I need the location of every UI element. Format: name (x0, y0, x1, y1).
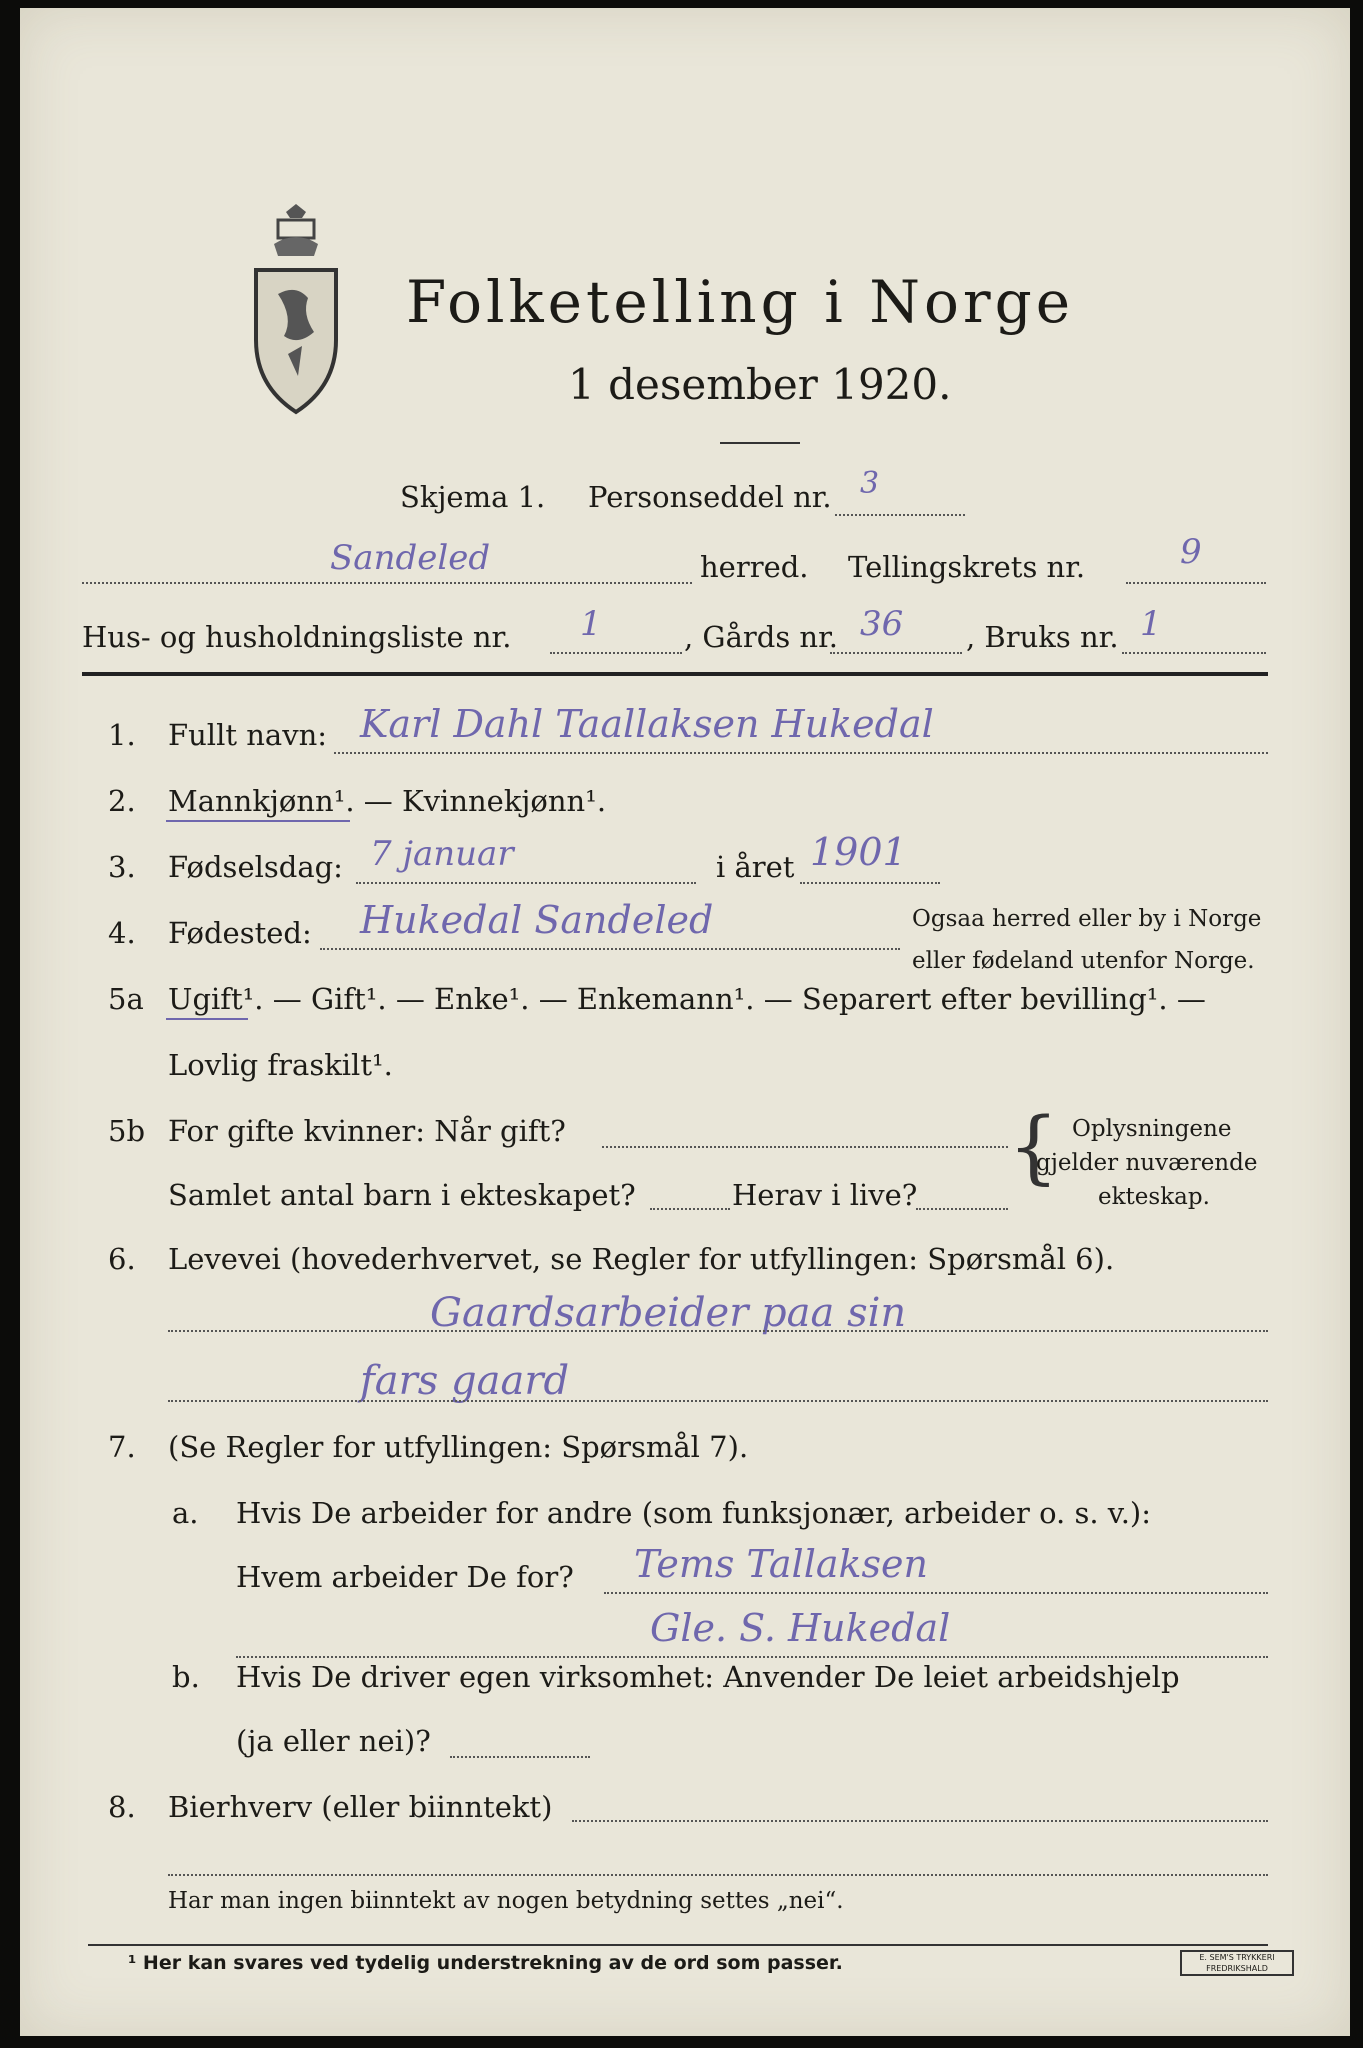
q7-label: (Se Regler for utfyllingen: Spørsmål 7). (168, 1430, 749, 1464)
q7b-number: b. (172, 1660, 200, 1694)
footer-note: Har man ingen biinntekt av nogen betydning settes „nei“. (168, 1888, 844, 1914)
q8-line1 (572, 1820, 1268, 1822)
q6-occupation-line2[interactable]: fars gaard (360, 1358, 570, 1404)
q3-year-label: i året (716, 850, 795, 884)
q5a-number: 5a (108, 982, 144, 1016)
tellingskrets-line (1126, 582, 1266, 584)
q5b-brace: { (1008, 1100, 1059, 1193)
printer-stamp: E. SEM'S TRYKKERI FREDRIKSHALD (1180, 1950, 1294, 1976)
bruks-line (1122, 652, 1266, 654)
q3-line (356, 882, 696, 884)
q5b-children-label: Samlet antal barn i ekteskapet? (168, 1178, 636, 1212)
q8-line2 (168, 1874, 1268, 1876)
footnote: ¹ Her kan svares ved tydelig understrekning av de ord som passer. (128, 1952, 843, 1974)
q7a-employer-value1[interactable]: Tems Tallaksen (634, 1542, 928, 1586)
footer-divider (88, 1944, 1268, 1946)
q5a-underline-ugift (166, 1018, 248, 1020)
form-title: Folketelling i Norge (406, 268, 1075, 336)
q7a-number: a. (172, 1496, 199, 1530)
q2-number: 2. (108, 784, 136, 818)
bruks-value[interactable]: 1 (1140, 604, 1162, 644)
q5b-note-line1: Oplysningene (1072, 1116, 1232, 1142)
gards-label: , Gårds nr. (684, 620, 838, 654)
header-separator (82, 672, 1268, 676)
q4-birthplace-value[interactable]: Hukedal Sandeled (360, 898, 714, 942)
census-form-page (20, 8, 1350, 2036)
q7a-employer-line1 (604, 1592, 1268, 1594)
q5a-label: Ugift¹. — Gift¹. — Enke¹. — Enkemann¹. — Separert efter bevilling¹. — (168, 982, 1206, 1016)
gards-value[interactable]: 36 (860, 604, 904, 644)
q8-number: 8. (108, 1790, 136, 1824)
personseddel-value[interactable]: 3 (860, 466, 880, 501)
q2-underline-mannkjonn (166, 820, 350, 822)
herred-label: herred. (700, 550, 809, 584)
q8-label: Bierhverv (eller biinntekt) (168, 1790, 553, 1824)
q7b-line (450, 1756, 590, 1758)
q6-label: Levevei (hovederhvervet, se Regler for utfyllingen: Spørsmål 6). (168, 1242, 1115, 1276)
q7b-label: Hvis De driver egen virksomhet: Anvender De leiet arbeidshjelp (236, 1660, 1180, 1694)
husholdningsliste-line (550, 652, 682, 654)
personseddel-label: Personseddel nr. (588, 480, 832, 514)
q4-line (320, 948, 900, 950)
q1-full-name[interactable]: Karl Dahl Taallaksen Hukedal (360, 702, 934, 746)
tellingskrets-label: Tellingskrets nr. (848, 550, 1086, 584)
q5b-label: For gifte kvinner: Når gift? (168, 1114, 566, 1148)
q4-label: Fødested: (168, 916, 312, 950)
q7a-employer-value2[interactable]: Gle. S. Hukedal (650, 1606, 951, 1650)
q5b-married-line (602, 1146, 1008, 1148)
skjema-label: Skjema 1. (400, 480, 546, 514)
herred-line (82, 582, 692, 584)
q7a-employer-label: Hvem arbeider De for? (236, 1560, 574, 1594)
q5b-alive-label: Herav i live? (732, 1178, 918, 1212)
q7-number: 7. (108, 1430, 136, 1464)
coat-of-arms-icon (248, 204, 344, 416)
q3-number: 3. (108, 850, 136, 884)
q1-line (334, 752, 1268, 754)
census-date: 1 desember 1920. (568, 360, 952, 409)
q6-line1 (168, 1330, 1268, 1332)
q6-number: 6. (108, 1242, 136, 1276)
q1-number: 1. (108, 718, 136, 752)
q3-birthday-value[interactable]: 7 januar (370, 834, 514, 874)
q6-occupation-line1[interactable]: Gaardsarbeider paa sin (430, 1290, 907, 1336)
bruks-label: , Bruks nr. (966, 620, 1119, 654)
q5b-note-line3: ekteskap. (1098, 1184, 1210, 1210)
tellingskrets-value[interactable]: 9 (1180, 532, 1202, 572)
q3-year-line (800, 882, 940, 884)
q4-number: 4. (108, 916, 136, 950)
title-divider (720, 442, 800, 444)
personseddel-line (835, 514, 965, 516)
q6-line2 (168, 1400, 1268, 1402)
q7a-employer-line2 (236, 1656, 1268, 1658)
q5a-label2: Lovlig fraskilt¹. (168, 1048, 393, 1082)
q5b-children-line (650, 1208, 730, 1210)
q3-label: Fødselsdag: (168, 850, 343, 884)
q5b-alive-line (916, 1208, 1008, 1210)
gards-line (830, 652, 962, 654)
q7a-label: Hvis De arbeider for andre (som funksjonær, arbeider o. s. v.): (236, 1496, 1152, 1530)
q3-year-value[interactable]: 1901 (810, 830, 907, 874)
q4-note-line1: Ogsaa herred eller by i Norge (912, 906, 1262, 932)
q5b-number: 5b (108, 1114, 146, 1148)
q2-label: Mannkjønn¹. — Kvinnekjønn¹. (168, 784, 607, 818)
herred-value[interactable]: Sandeled (330, 538, 491, 578)
q5b-note-line2: gjelder nuværende (1036, 1150, 1258, 1176)
husholdningsliste-label: Hus- og husholdningsliste nr. (82, 620, 512, 654)
q1-label: Fullt navn: (168, 718, 328, 752)
q7b-label2: (ja eller nei)? (236, 1724, 431, 1758)
husholdningsliste-value[interactable]: 1 (580, 604, 602, 644)
q4-note-line2: eller fødeland utenfor Norge. (912, 948, 1255, 974)
